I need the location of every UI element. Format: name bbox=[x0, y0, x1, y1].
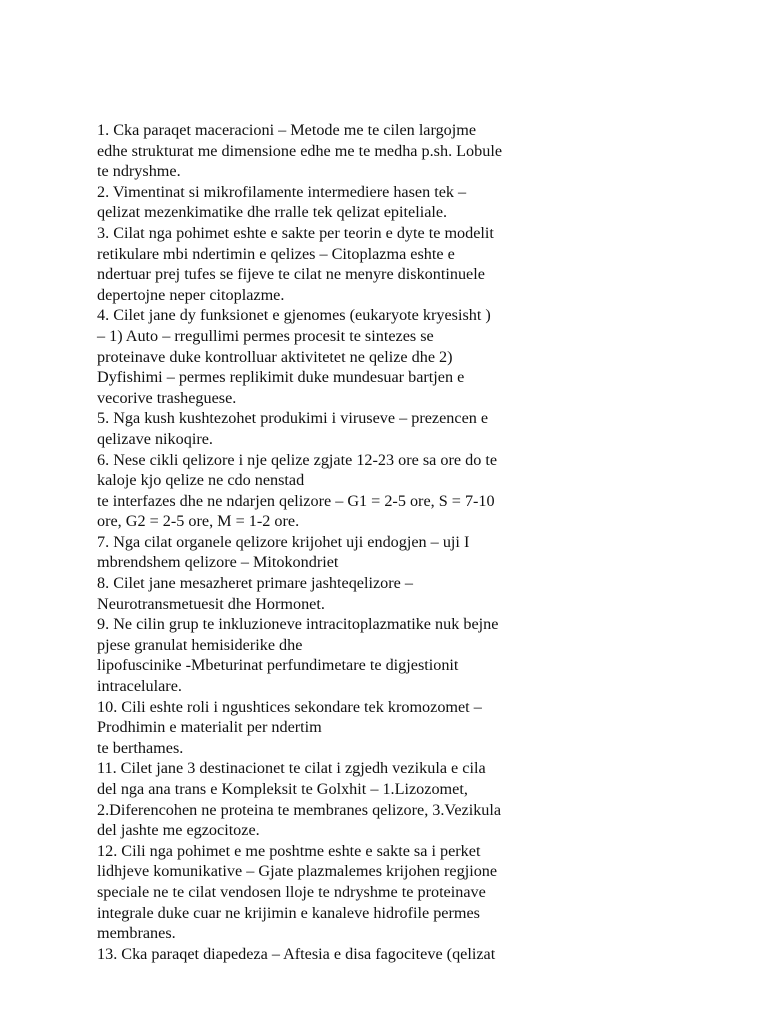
text-line: Dyfishimi – permes replikimit duke mundesuar bartjen e bbox=[97, 368, 465, 387]
text-line: 12. Cili nga pohimet e me poshtme eshte e sakte sa i perket bbox=[97, 841, 481, 860]
text-line: retikulare mbi ndertimin e qelizes – Citoplazma eshte e bbox=[97, 244, 455, 263]
text-line: 8. Cilet jane mesazheret primare jashteqelizore – bbox=[97, 574, 413, 593]
text-line: qelizave nikoqire. bbox=[97, 429, 213, 448]
text-line: mbrendshem qelizore – Mitokondriet bbox=[97, 553, 339, 572]
text-line: 13. Cka paraqet diapedeza – Aftesia e disa fagociteve (qelizat bbox=[97, 944, 496, 963]
text-line: vecorive trasheguese. bbox=[97, 388, 237, 407]
text-line: 10. Cili eshte roli i ngushtices sekondare tek kromozomet – bbox=[97, 697, 482, 716]
text-line: intracelulare. bbox=[97, 677, 182, 696]
text-line: integrale duke cuar ne krijimin e kanaleve hidrofile permes bbox=[97, 903, 480, 922]
text-line: ndertuar prej tufes se fijeve te cilat ne menyre diskontinuele bbox=[97, 265, 485, 284]
document-body bbox=[97, 120, 577, 964]
text-line: te berthames. bbox=[97, 738, 184, 757]
text-line: 3. Cilat nga pohimet eshte e sakte per teorin e dyte te modelit bbox=[97, 223, 494, 242]
text-line: te ndryshme. bbox=[97, 162, 181, 181]
text-line: 2.Diferencohen ne proteina te membranes qelizore, 3.Vezikula bbox=[97, 800, 502, 819]
text-line: edhe strukturat me dimensione edhe me te medha p.sh. Lobule bbox=[97, 141, 503, 160]
text-line: Prodhimin e materialit per ndertim bbox=[97, 718, 322, 737]
text-line: ore, G2 = 2-5 ore, M = 1-2 ore. bbox=[97, 512, 300, 531]
text-line: 4. Cilet jane dy funksionet e gjenomes (eukaryote kryesisht ) bbox=[97, 306, 491, 325]
text-line: speciale ne te cilat vendosen lloje te ndryshme te proteinave bbox=[97, 882, 486, 901]
text-line: 7. Nga cilat organele qelizore krijohet uji endogjen – uji I bbox=[97, 532, 470, 551]
text-line: 2. Vimentinat si mikrofilamente intermediere hasen tek – bbox=[97, 182, 467, 201]
text-line: Neurotransmetuesit dhe Hormonet. bbox=[97, 594, 325, 613]
text-line: lipofuscinike -Mbeturinat perfundimetare te digjestionit bbox=[97, 656, 459, 675]
text-line: 1. Cka paraqet maceracioni – Metode me te cilen largojme bbox=[97, 121, 477, 139]
text-line: 9. Ne cilin grup te inkluzioneve intracitoplazmatike nuk bejne bbox=[97, 615, 499, 634]
text-line: del jashte me egzocitoze. bbox=[97, 821, 260, 840]
text-line: – 1) Auto – rregullimi permes procesit te sintezes se bbox=[97, 326, 434, 345]
text-line: membranes. bbox=[97, 924, 176, 943]
text-line: 5. Nga kush kushtezohet produkimi i viruseve – prezencen e bbox=[97, 409, 489, 428]
text-line: kaloje kjo qelize ne cdo nenstad bbox=[97, 471, 305, 490]
text-line: 6. Nese cikli qelizore i nje qelize zgjate 12-23 ore sa ore do te bbox=[97, 450, 498, 469]
text-line: proteinave duke kontrolluar aktivitetet ne qelize dhe 2) bbox=[97, 347, 453, 366]
text-line: lidhjeve komunikative – Gjate plazmalemes krijohen regjione bbox=[97, 862, 498, 881]
text-line: 11. Cilet jane 3 destinacionet te cilat i zgjedh vezikula e cila bbox=[97, 759, 486, 778]
text-line: depertojne neper citoplazme. bbox=[97, 285, 285, 304]
text-line: pjese granulat hemisiderike dhe bbox=[97, 635, 303, 654]
text-line: del nga ana trans e Kompleksit te Golxhit – 1.Lizozomet, bbox=[97, 780, 468, 798]
text-line: te interfazes dhe ne ndarjen qelizore – G1 = 2-5 ore, S = 7-10 bbox=[97, 491, 495, 510]
text-line: qelizat mezenkimatike dhe rralle tek qelizat epiteliale. bbox=[97, 203, 448, 222]
